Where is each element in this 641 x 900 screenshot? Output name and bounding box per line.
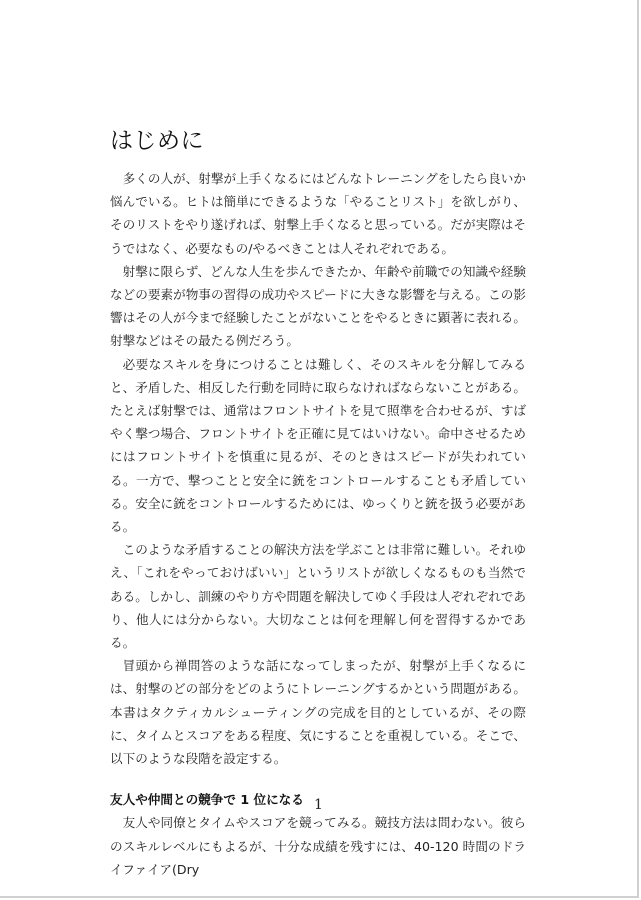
paragraph: 冒頭から禅問答のような話になってしまったが、射撃が上手くなるには、射撃のどの部分をどのようにトレーニングするかという問題がある。本書はタクティカルシューティングの完成を目的としているが、その際に、タイムとスコアをある程度、気にすることを重視している。そこで、以下のような段階を設定する。 xyxy=(110,658,526,767)
paragraph: 射撃に限らず、どんな人生を歩んできたか、年齢や前職での知識や経験などの要素が物事の習得の成功やスピードに大きな影響を与える。この影響はその人が今まで経験したことがないことをやるときに顕著に表れる。射撃などはその最たる例だろう。 xyxy=(110,263,526,349)
paragraph: 友人や同僚とタイムやスコアを競ってみる。競技方法は問わない。彼らのスキルレベルにもよるが、十分な成績を残すには、40-120 時間のドライファイア(Dry xyxy=(110,815,526,877)
page-number: 1 xyxy=(314,797,323,813)
paragraph: このような矛盾することの解決方法を学ぶことは非常に難しい。それゆえ、「これをやっておけばいい」というリストが欲しくなるものも当然である。しかし、訓練のやり方や問題を解決してゆく手段は人ぞれぞれであり、他人には分からない。大切なことは何を理解し何を習得するかである。 xyxy=(110,542,526,651)
page-content xyxy=(110,124,526,881)
page-title: はじめに xyxy=(110,128,204,154)
paragraph: 多くの人が、射撃が上手くなるにはどんなトレーニングをしたら良いか悩んでいる。ヒトは簡単にできるような「やることリスト」を欲しがり、そのリストをやり遂げれば、射撃上手くなると思っている。だが実際はそうではなく、必要なもの/やるべきことは人それぞれである。 xyxy=(110,171,526,256)
section-heading: 友人や仲間との競争で 1 位になる xyxy=(110,792,304,808)
paragraph: 必要なスキルを身につけることは難しく、そのスキルを分解してみると、矛盾した、相反した行動を同時に取らなければならないことがある。たとえば射撃では、通常はフロントサイトを見て照準を合わせるが、すばやく撃つ場合、フロントサイトを正確に見てはいけない。命中させるためにはフロントサイトを慎重に見るが、そのときはスピードが失われている。一方で、撃つことと安全に銃をコントロールすることも矛盾している。安全に銃をコントロールするためには、ゆっくりと銃を扱う必要がある。 xyxy=(110,356,526,535)
